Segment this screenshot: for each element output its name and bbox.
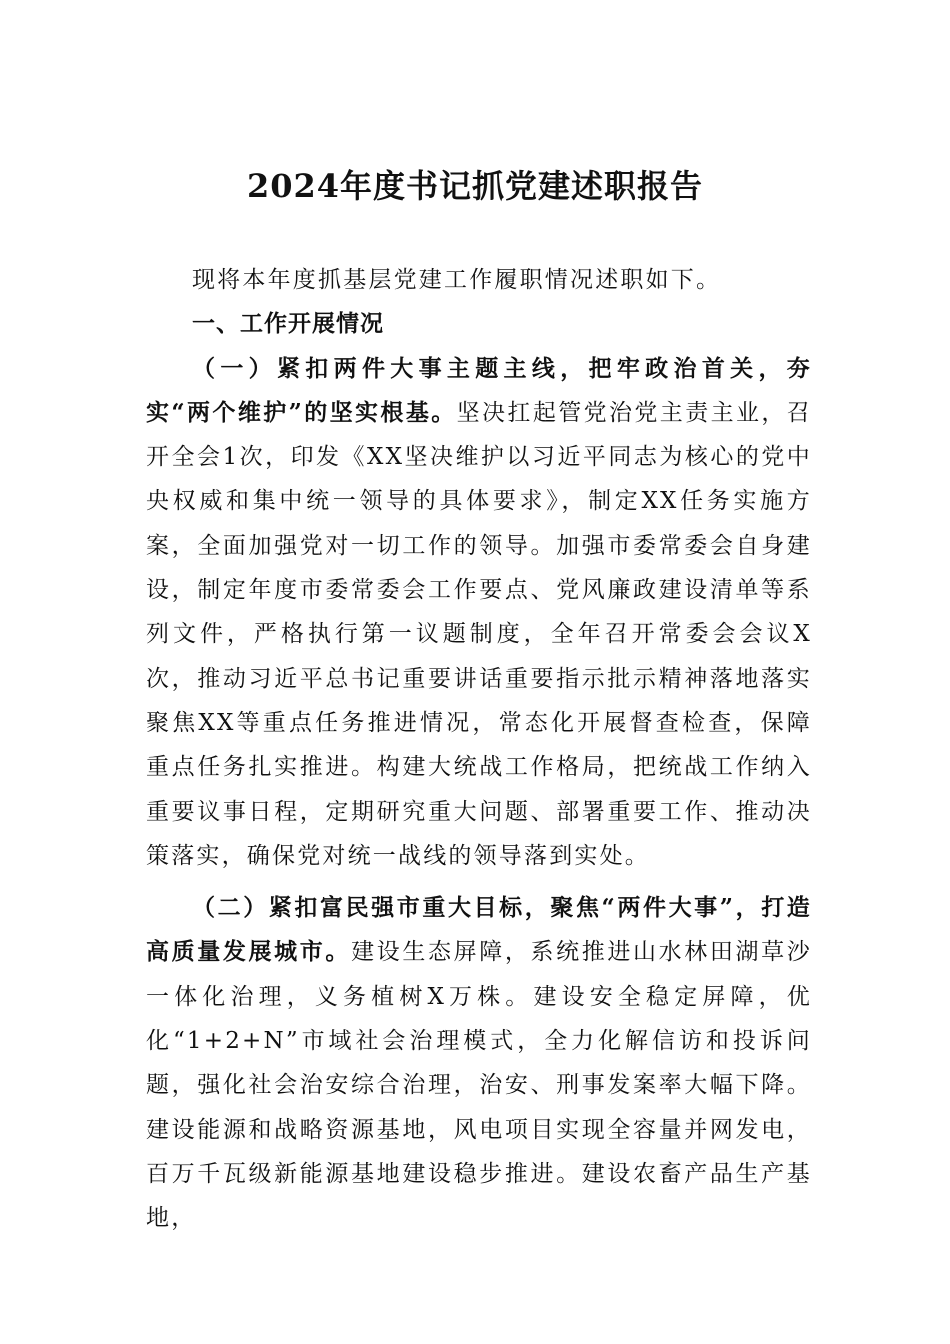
paragraph-lead: （二）紧扣富民强市重大目标，聚焦“两件大事”，打造高质量发展城市。 xyxy=(146,894,812,966)
paragraph-item-1 xyxy=(146,347,812,879)
paragraph-body: 坚决扛起管党治党主责主业，召开全会1次，印发《XX坚决维护以习近平同志为核心的党中央权威和集中统一领导的具体要求》，制定XX任务实施方案，全面加强党对一切工作的领导。加强市委常委会自身建设，制定年度市委常委会工作要点、党风廉政建设清单等系列文件，严格执行第一议题制度，全年召开常委会会议X次，推动习近平总书记重要讲话重要指示批示精神落地落实聚焦XX等重点任务推进情况，常态化开展督查检查，保障重点任务扎实推进。构建大统战工作格局，把统战工作纳入重要议事日程，定期研究重大问题、部署重要工作、推动决策落实，确保党对统一战线的领导落到实处。 xyxy=(146,399,812,869)
paragraph-gap xyxy=(146,878,812,886)
document-body xyxy=(146,258,812,1241)
paragraph-body: 建设生态屏障，系统推进山水林田湖草沙一体化治理，义务植树X万株。建设安全稳定屏障，优化“1+2+N”市域社会治理模式，全力化解信访和投诉问题，强化社会治安综合治理，治安、刑事发案率大幅下降。建设能源和战略资源基地，风电项目实现全容量并网发电，百万千瓦级新能源基地建设稳步推进。建设农畜产品生产基地， xyxy=(146,939,812,1232)
paragraph-lead: （一）紧扣两件大事主题主线，把牢政治首关，夯实“两个维护”的坚实根基。 xyxy=(146,354,812,426)
document-title: 2024年度书记抓党建述职报告 xyxy=(246,167,704,205)
intro-paragraph: 现将本年度抓基层党建工作履职情况述职如下。 xyxy=(192,267,722,293)
paragraph-item-2 xyxy=(146,886,812,1240)
section-heading: 一、工作开展情况 xyxy=(192,311,384,338)
